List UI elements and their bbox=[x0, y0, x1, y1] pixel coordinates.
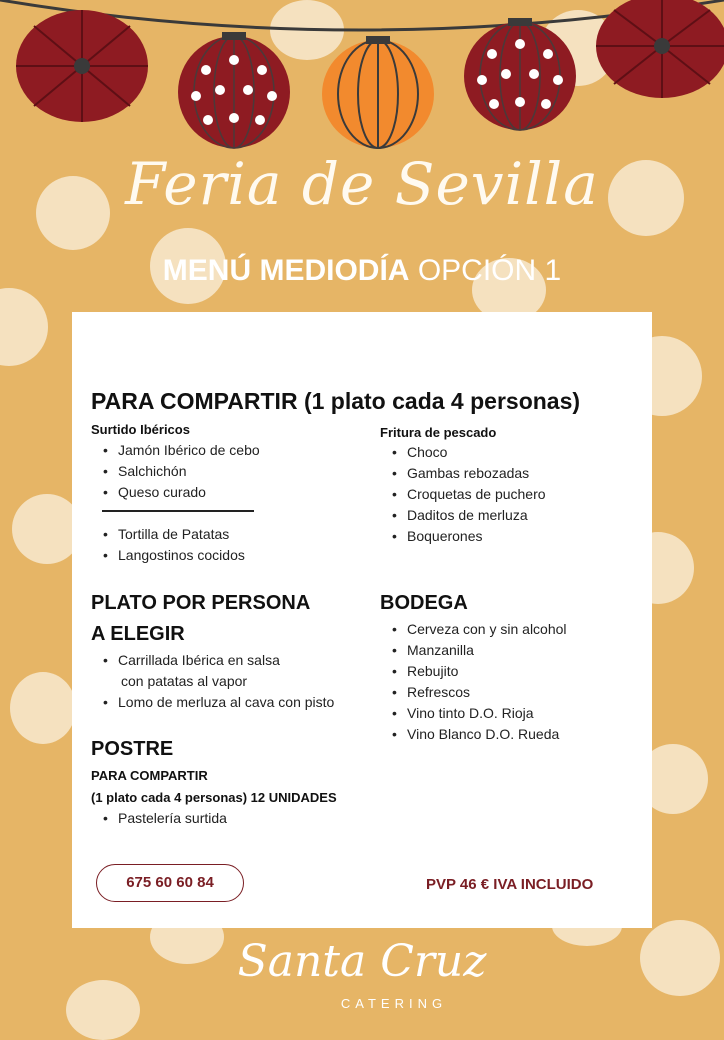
list-item: • Cerveza con y sin alcohol bbox=[380, 619, 567, 640]
background-dot bbox=[10, 672, 76, 744]
postre-sub-detail: (1 plato cada 4 personas) 12 UNIDADES bbox=[91, 790, 337, 805]
bodega-list bbox=[380, 619, 567, 745]
fritura-list bbox=[380, 442, 546, 547]
plato-heading-sub: A ELEGIR bbox=[91, 623, 185, 645]
list-item: • Salchichón bbox=[91, 461, 260, 482]
brand-subtitle: CATERING bbox=[340, 996, 448, 1011]
list-item: • Vino Blanco D.O. Rueda bbox=[380, 724, 567, 745]
list-item: • Carrillada Ibérica en salsa bbox=[91, 650, 334, 671]
list-item: • Jamón Ibérico de cebo bbox=[91, 440, 260, 461]
subtitle-light: OPCIÓN 1 bbox=[417, 254, 562, 287]
brand-logo: Santa Cruz bbox=[237, 936, 487, 987]
list-item: • Pastelería surtida bbox=[91, 808, 227, 829]
list-item: • Croquetas de puchero bbox=[380, 484, 546, 505]
page-title: Feria de Sevilla bbox=[125, 150, 599, 218]
surtido-list bbox=[91, 440, 260, 503]
list-item: • Lomo de merluza al cava con pisto bbox=[91, 692, 334, 713]
phone-button[interactable]: 675 60 60 84 bbox=[96, 864, 244, 902]
list-item: • Choco bbox=[380, 442, 546, 463]
postre-heading: POSTRE bbox=[91, 738, 174, 760]
fritura-heading: Fritura de pescado bbox=[380, 425, 497, 440]
bodega-heading: BODEGA bbox=[380, 592, 468, 614]
red-paper-fan-icon bbox=[12, 6, 152, 126]
list-item: • Refrescos bbox=[380, 682, 567, 703]
list-item: • Vino tinto D.O. Rioja bbox=[380, 703, 567, 724]
plato-heading: PLATO POR PERSONA bbox=[91, 592, 311, 614]
list-item: • Gambas rebozadas bbox=[380, 463, 546, 484]
list-item: • Langostinos cocidos bbox=[91, 545, 245, 566]
list-item: • Daditos de merluza bbox=[380, 505, 546, 526]
postre-list bbox=[91, 808, 227, 829]
compartir-heading: PARA COMPARTIR (1 plato cada 4 personas) bbox=[91, 388, 581, 414]
section-divider bbox=[102, 510, 254, 512]
list-item: • Rebujito bbox=[380, 661, 567, 682]
list-item: • Manzanilla bbox=[380, 640, 567, 661]
red-paper-fan-icon bbox=[592, 0, 724, 100]
menu-subtitle bbox=[0, 254, 724, 288]
price-label: PVP 46 € IVA INCLUIDO bbox=[426, 876, 594, 893]
surtido-heading: Surtido Ibéricos bbox=[91, 422, 190, 437]
orange-lantern-icon bbox=[320, 34, 436, 150]
subtitle-bold: MENÚ MEDIODÍA bbox=[162, 254, 410, 287]
background-dot bbox=[0, 288, 48, 366]
plato-list bbox=[91, 650, 334, 713]
menu-card bbox=[72, 312, 652, 928]
polka-dot-lantern-icon bbox=[462, 16, 578, 132]
list-item: • Tortilla de Patatas bbox=[91, 524, 245, 545]
extra-list bbox=[91, 524, 245, 566]
list-item: • Queso curado bbox=[91, 482, 260, 503]
list-item-continuation: con patatas al vapor bbox=[121, 673, 248, 689]
list-item: • Boquerones bbox=[380, 526, 546, 547]
polka-dot-lantern-icon bbox=[176, 30, 292, 150]
postre-sub: PARA COMPARTIR bbox=[91, 768, 208, 783]
